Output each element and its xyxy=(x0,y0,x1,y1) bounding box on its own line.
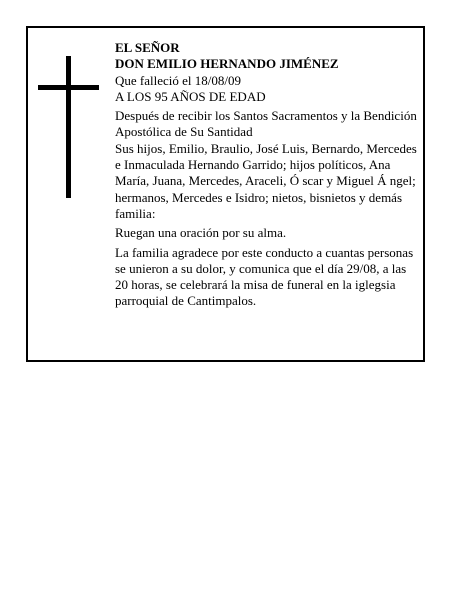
age-at-death: A LOS 95 AÑOS DE EDAD xyxy=(115,88,266,104)
notice-title: EL SEÑOR xyxy=(115,40,180,55)
obituary-notice xyxy=(26,26,425,362)
cross-icon xyxy=(66,56,71,198)
cross-icon-bar xyxy=(38,85,99,90)
sacraments-text: Después de recibir los Santos Sacramentos y la Bendición Apostólica de Su Santidad xyxy=(115,108,417,140)
thanks-text: La familia agradece por este conducto a cuantas personas se unieron a su dolor, y comunica que el día 29/08, a las 20 horas, se celebrará la misa de funeral en la iglegsia parroquial de Cantimpalos. xyxy=(115,244,414,309)
death-date: Que falleció el 18/08/09 xyxy=(115,72,241,88)
obituary-text xyxy=(115,40,421,310)
prayer-text: Ruegan una oración por su alma. xyxy=(115,225,287,241)
deceased-name: DON EMILIO HERNANDO JIMÉNEZ xyxy=(115,56,339,72)
family-text: Sus hijos, Emilio, Braulio, José Luis, Bernardo, Mercedes e Inmaculada Hernando Garrido; hijos políticos, Ana María, Juana, Mercedes, Araceli, Ó scar y Miguel Á ngel; hermanos, Mercedes e Isidro; nietos, bisnietos y demás familia: xyxy=(115,140,417,221)
